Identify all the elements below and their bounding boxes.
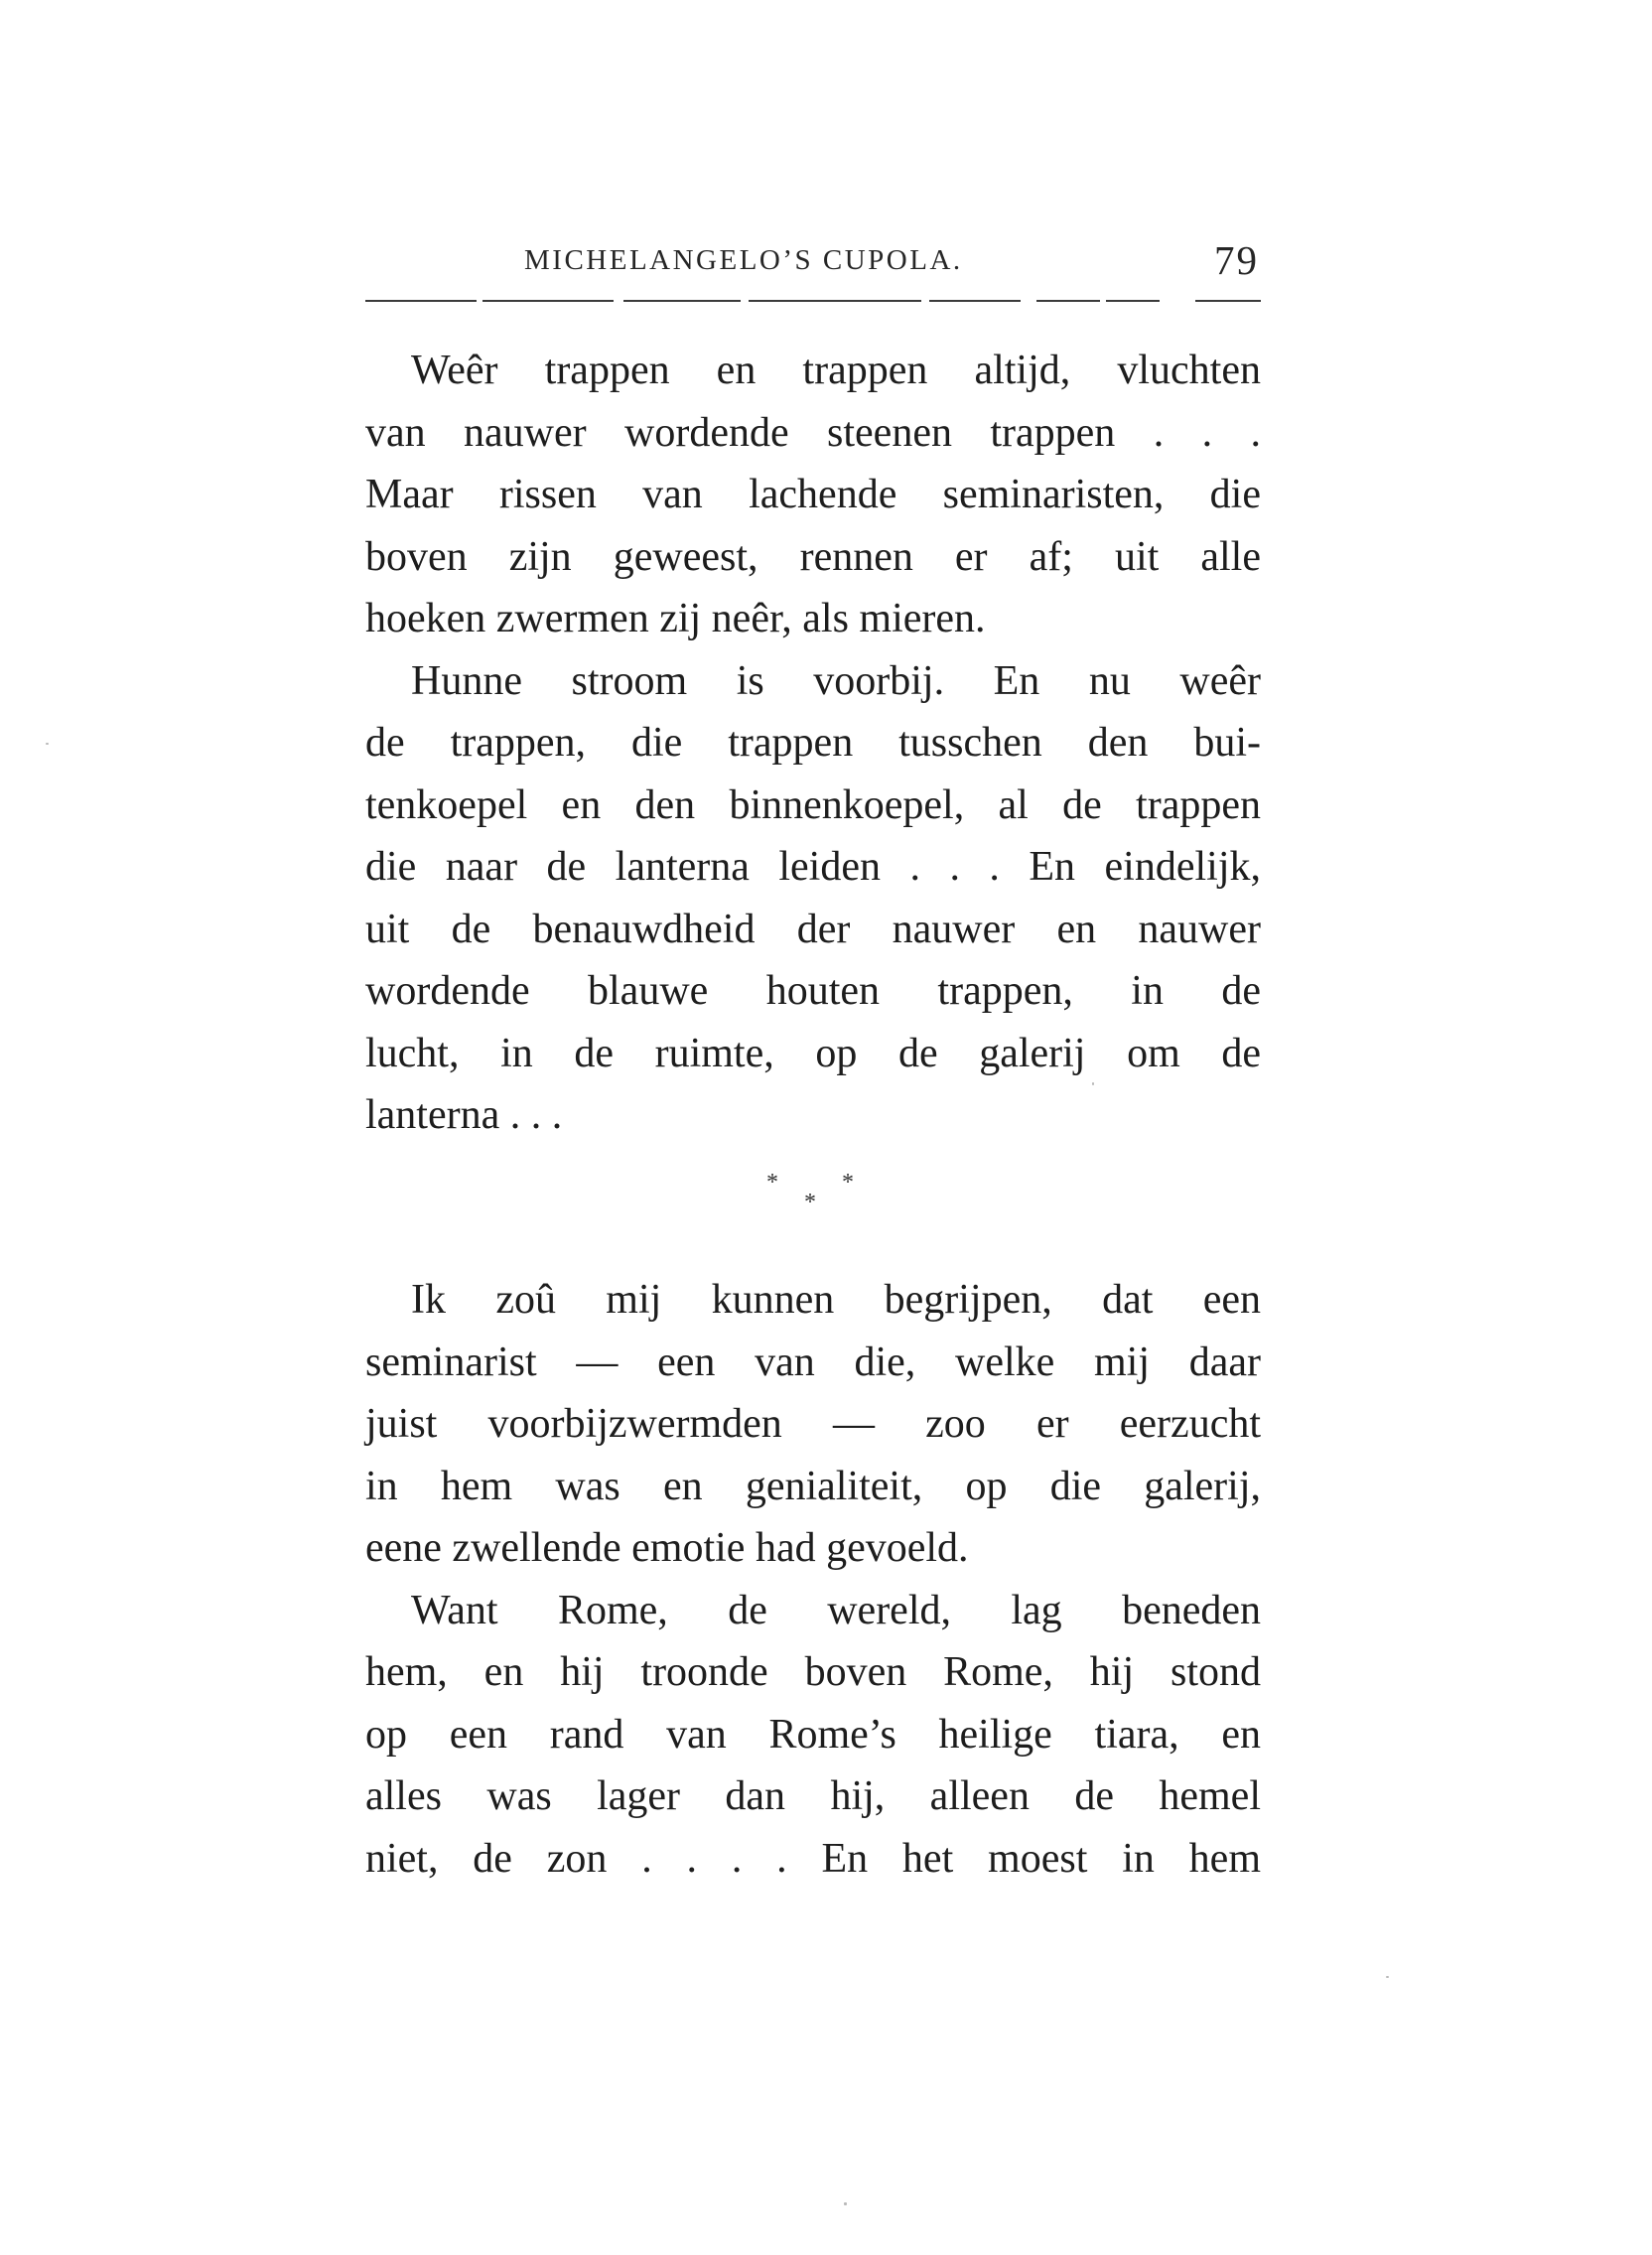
rule-gap [614, 296, 623, 304]
text-line: eene zwellende emotie had gevoeld. [365, 1525, 969, 1571]
paper-speck [1092, 1082, 1094, 1085]
text-line: juist voorbijzwermden — zoo er eerzucht [365, 1401, 1261, 1447]
asterisk-mark: * [804, 1190, 816, 1215]
text-line: die naar de lanterna leiden . . . En eindelijk, [365, 844, 1261, 890]
text-line: op een rand van Rome’s heilige tiara, en [365, 1711, 1261, 1758]
text-line: Ik zoû mij kunnen begrijpen, dat een [411, 1277, 1261, 1323]
text-line: hem, en hij troonde boven Rome, hij stond [365, 1649, 1261, 1695]
paper-speck [46, 743, 49, 745]
rule-gap [1021, 296, 1036, 304]
paragraph [365, 340, 1261, 650]
text-section-1 [365, 340, 1261, 1147]
text-line: wordende blauwe houten trappen, in de [365, 968, 1261, 1014]
text-line: Hunne stroom is voorbij. En nu weêr [411, 657, 1261, 704]
text-line: uit de benauwdheid der nauwer en nauwer [365, 906, 1261, 952]
page-number: 79 [1214, 237, 1259, 283]
paragraph [365, 650, 1261, 1147]
paper-speck [1386, 1976, 1389, 1978]
text-line: Weêr trappen en trappen altijd, vluchten [411, 348, 1261, 393]
text-line: seminarist — een van die, welke mij daar [365, 1339, 1261, 1385]
paragraph [365, 1269, 1261, 1580]
running-title: MICHELANGELO’S CUPOLA. [524, 244, 963, 276]
rule-gap [1100, 296, 1106, 304]
text-section-2 [365, 1269, 1261, 1890]
rule-gap [1160, 296, 1195, 304]
paper-speck [844, 2202, 847, 2205]
text-line: de trappen, die trappen tusschen den bui- [365, 720, 1261, 766]
text-line: Maar rissen van lachende seminaristen, die [365, 472, 1261, 517]
text-line: tenkoepel en den binnenkoepel, al de trappen [365, 781, 1261, 828]
text-line: niet, de zon . . . . En het moest in hem [365, 1835, 1261, 1882]
section-asterism [764, 1170, 860, 1229]
text-line: in hem was en genialiteit, op die galerij, [365, 1463, 1261, 1509]
asterisk-mark: * [842, 1170, 854, 1196]
text-line: lucht, in de ruimte, op de galerij om de [365, 1030, 1261, 1076]
rule-gap [477, 296, 482, 304]
text-line: Want Rome, de wereld, lag beneden [411, 1587, 1261, 1633]
rule-gap [921, 296, 929, 304]
paragraph [365, 1580, 1261, 1891]
text-line: hoeken zwermen zij neêr, als mieren. [365, 596, 986, 641]
header-rule [365, 300, 1261, 302]
running-head [365, 230, 1261, 300]
text-line: van nauwer wordende steenen trappen . . . [365, 409, 1261, 456]
text-line: boven zijn geweest, rennen er af; uit alle [365, 533, 1261, 580]
asterisk-mark: * [766, 1170, 778, 1196]
text-line: alles was lager dan hij, alleen de hemel [365, 1773, 1261, 1819]
text-line: lanterna . . . [365, 1092, 563, 1138]
rule-gap [741, 296, 749, 304]
